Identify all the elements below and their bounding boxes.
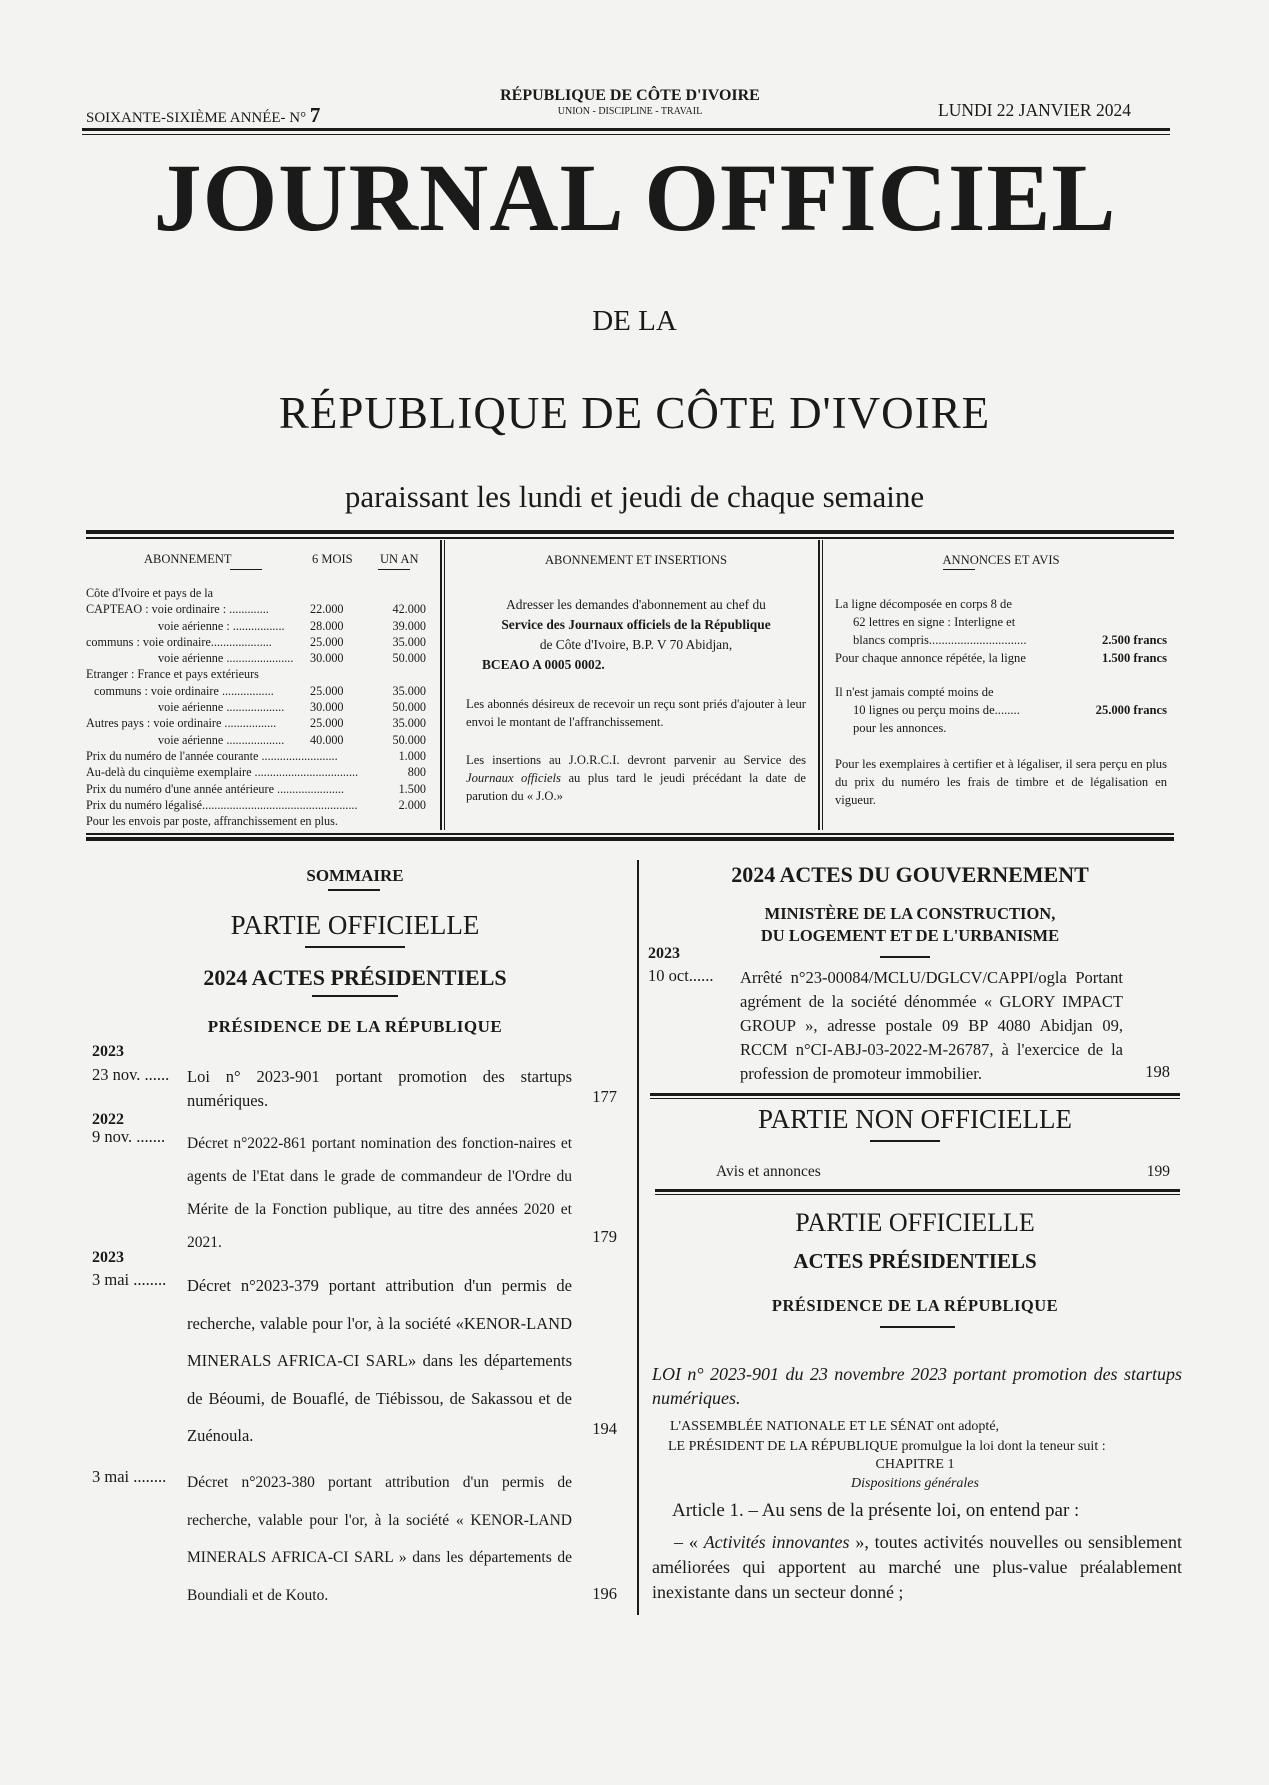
subscription-row-label: voie aérienne ................... (158, 700, 285, 715)
annonces-heading-underline (943, 569, 975, 570)
subscription-row (86, 683, 426, 699)
subscription-row (86, 618, 426, 634)
subscription-row-6mois: 28.000 (310, 618, 344, 633)
partie-underline (305, 946, 405, 948)
actes-underline (312, 995, 398, 997)
col-6mois: 6 MOIS (312, 552, 353, 566)
entry-4-text: Décret n°2023-380 portant attribution d'un permis de recherche, valable pour l'or, à la société « KENOR-LAND MINERALS AFRICA-CI SARL » dans les départements de Boundiali et de Kouto. (187, 1474, 572, 1604)
col-6mois-underline (230, 569, 262, 570)
box-divider-1b (444, 540, 445, 830)
annonces-price-1: 2.500 francs (1101, 633, 1167, 647)
subscription-row-label: Autres pays : voie ordinaire ................. (86, 716, 277, 731)
masthead-de-la: DE LA (592, 305, 677, 337)
ministere-line-2: DU LOGEMENT ET DE L'URBANISME (760, 926, 1060, 945)
sommaire-underline (328, 889, 380, 891)
annonces-heading: ANNONCES ET AVIS (942, 553, 1060, 567)
year-2023-b: 2023 (92, 1249, 124, 1266)
col-unan-underline (378, 569, 410, 570)
header-rule-top (82, 128, 1170, 131)
insertions-p1b: Service des Journaux officiels de la République (501, 617, 771, 632)
annonces-l6: 10 lignes ou perçu moins de........ (853, 703, 1020, 717)
subscription-price-label: Prix du numéro légalisé................................................... (86, 797, 358, 812)
box-divider-2b (822, 540, 823, 830)
sommaire-entry-1 (92, 1065, 627, 1125)
loi-chapitre: CHAPITRE 1 (875, 1457, 955, 1472)
box-rule-bottom (86, 837, 1174, 841)
subscription-price-row (86, 764, 426, 780)
nonoff-rule-top-thin (650, 1098, 1180, 1099)
subscription-row-unan: 50.000 (392, 651, 426, 666)
gouv-year: 2023 (648, 945, 680, 962)
entry-1-date: 23 nov. ...... (92, 1065, 170, 1084)
subscription-price-row (86, 748, 426, 764)
ministere-line-1: MINISTÈRE DE LA CONSTRUCTION, (764, 904, 1056, 923)
gouv-entry-date: 10 oct...... (648, 966, 714, 985)
gouvernement-ministere (650, 903, 1170, 947)
loi-article-1: Article 1. – Au sens de la présente loi, on entend par : (672, 1500, 1080, 1521)
annonces-l1: La ligne décomposée en corps 8 de (835, 597, 1012, 611)
insertions-heading: ABONNEMENT ET INSERTIONS (544, 553, 728, 567)
gouvernement-title: 2024 ACTES DU GOUVERNEMENT (731, 862, 1089, 887)
subscription-row-6mois: 22.000 (310, 602, 344, 617)
annonces-price-3: 25.000 francs (1095, 703, 1167, 717)
partie-non-officielle-title: PARTIE NON OFFICIELLE (758, 1104, 1072, 1134)
subscription-row-unan: 42.000 (392, 602, 426, 617)
loi-title-text: LOI n° 2023-901 du 23 novembre 2023 portant promotion des startups numériques. (652, 1364, 1182, 1408)
entry-1-text: Loi n° 2023-901 portant promotion des startups numériques. (187, 1067, 572, 1110)
subscription-row-label: voie aérienne ................... (158, 732, 285, 747)
subscription-row-6mois (310, 585, 354, 601)
actes-presidentiels-2: ACTES PRÉSIDENTIELS (793, 1249, 1037, 1273)
insertions-column (466, 551, 806, 819)
sommaire-presidence: PRÉSIDENCE DE LA RÉPUBLIQUE (207, 1017, 503, 1036)
subscription-row-label: voie aérienne : ................. (158, 618, 285, 633)
entry-2-date: 9 nov. ....... (92, 1127, 166, 1146)
subscription-price-value: 2.000 (398, 797, 426, 812)
subscription-row-6mois: 25.000 (310, 683, 344, 698)
gouvernement-entry (648, 966, 1178, 1090)
publication-frequency: paraissant les lundi et jeudi de chaque semaine (344, 479, 925, 514)
subscription-row-label: communs : voie ordinaire ................. (94, 683, 274, 698)
sommaire-partie-officielle: PARTIE OFFICIELLE (230, 910, 480, 940)
subscription-row (86, 732, 426, 748)
subscription-row-6mois: 30.000 (310, 700, 344, 715)
presidence-2-underline (880, 1326, 955, 1328)
subscription-row-label: communs : voie ordinaire.................... (86, 634, 272, 649)
annonces-l2: 62 lettres en signe : Interligne et (853, 615, 1016, 629)
ministere-underline (880, 956, 930, 958)
gouv-entry-page: 198 (1145, 1062, 1170, 1081)
subscription-row-label: CAPTEAO : voie ordinaire : ............. (86, 602, 269, 617)
year-2022: 2022 (92, 1111, 124, 1128)
annonces-l5: Il n'est jamais compté moins de (835, 685, 994, 699)
loi-definition: – « Activités innovantes », toutes activités nouvelles ou sensiblement améliorées qui apportent au marché une plus-value préalablement inexistante dans un secteur donné ; (652, 1532, 1182, 1602)
annonces-l8: Pour les exemplaires à certifier et à légaliser, il sera perçu en plus du prix du numéro les frais de timbre et de légalisation en vigueur. (835, 757, 1167, 807)
subscription-price-value: 800 (407, 765, 426, 780)
subscription-row-unan (380, 585, 426, 601)
subscription-row-label: voie aérienne ...................... (158, 651, 294, 666)
partie-officielle-2: PARTIE OFFICIELLE (795, 1208, 1035, 1237)
box-rule-bottom-thin (86, 833, 1174, 835)
insertions-p1a: Adresser les demandes d'abonnement au chef du (506, 597, 766, 612)
masthead-country: RÉPUBLIQUE DE CÔTE D'IVOIRE (278, 388, 991, 438)
subscription-heading: ABONNEMENT (144, 552, 232, 566)
subscription-row-6mois: 25.000 (310, 716, 344, 731)
nonoff-rule-bottom-thin (655, 1194, 1180, 1195)
entry-3-date: 3 mai ........ (92, 1270, 167, 1289)
insertions-p1d: BCEAO A 0005 0002. (482, 657, 605, 672)
subscription-row (86, 634, 426, 650)
subscription-row (86, 715, 426, 731)
nonoff-rule-top (650, 1093, 1180, 1096)
entry-2-text: Décret n°2022-861 portant nomination des fonction-naires et agents de l'Etat dans le grade de commandeur de l'Ordre du Mérite de la Fonction publique, au titre des années 2020 et 2021. (187, 1135, 572, 1251)
entry-4-page: 196 (592, 1584, 617, 1603)
loi-dispositions: Dispositions générales (851, 1476, 979, 1491)
entry-2-page: 179 (592, 1227, 617, 1246)
loi-preamble: L'ASSEMBLÉE NATIONALE ET LE SÉNAT ont adopté, LE PRÉSIDENT DE LA RÉPUBLIQUE promulgue la loi dont la teneur suit : (668, 1419, 1106, 1454)
header-rule-thin (82, 134, 1170, 135)
subscription-row-unan: 35.000 (392, 683, 426, 698)
year-2023-a: 2023 (92, 1043, 124, 1060)
subscription-price-label: Prix du numéro d'une année antérieure ...................... (86, 781, 345, 796)
header-republic: RÉPUBLIQUE DE CÔTE D'IVOIRE UNION - DISCIPLINE - TRAVAIL (500, 87, 760, 117)
subscription-row-unan: 39.000 (392, 618, 426, 633)
subscription-table (86, 551, 426, 829)
subscription-price-label: Au-delà du cinquième exemplaire .................................. (86, 765, 359, 780)
nonoff-underline (870, 1140, 940, 1142)
presidence-2: PRÉSIDENCE DE LA RÉPUBLIQUE (771, 1296, 1059, 1315)
subscription-row (86, 585, 426, 601)
sommaire-title: SOMMAIRE (306, 866, 404, 885)
subscription-row-label: Etranger : France et pays extérieurs (86, 667, 259, 682)
subscription-row (86, 650, 426, 666)
entry-1-page: 177 (592, 1087, 617, 1106)
insertions-p2: Les abonnés désireux de recevoir un reçu sont priés d'ajouter à leur envoi le montant de l'affranchissement. (466, 697, 806, 729)
annonces-l7: pour les annonces. (853, 721, 947, 735)
issue-date: LUNDI 22 JANVIER 2024 (938, 100, 1131, 120)
sommaire-entry-2 (92, 1127, 627, 1257)
sommaire-entry-4 (92, 1464, 627, 1614)
subscription-row-label: Côte d'Ivoire et pays de la (86, 586, 214, 600)
subscription-row-unan: 35.000 (392, 634, 426, 649)
subscription-row (86, 666, 426, 682)
annonces-l3: blancs compris............................... (853, 633, 1027, 647)
sommaire-entry-3 (92, 1267, 627, 1445)
subscription-row-6mois: 40.000 (310, 732, 344, 747)
subscription-row-unan: 35.000 (392, 716, 426, 731)
box-rule-top-thin (86, 537, 1174, 539)
annonces-column (835, 551, 1167, 809)
subscription-row-unan: 50.000 (392, 700, 426, 715)
subscription-row-unan: 50.000 (392, 732, 426, 747)
subscription-price-row (86, 797, 426, 813)
subscription-row-6mois: 30.000 (310, 651, 344, 666)
sommaire-actes-presidentiels: 2024 ACTES PRÉSIDENTIELS (203, 965, 507, 990)
issue-number-label: SOIXANTE-SIXIÈME ANNÉE- N° 7 (86, 103, 321, 127)
box-divider-1 (440, 540, 442, 830)
subscription-price-row (86, 781, 426, 797)
entry-4-date: 3 mai ........ (92, 1467, 167, 1486)
subscription-price-value: 1.500 (398, 781, 426, 796)
subscription-note: Pour les envois par poste, affranchissement en plus. (86, 814, 338, 829)
loi-title (652, 1362, 1182, 1410)
masthead-title: JOURNAL OFFICIEL (153, 144, 1117, 251)
subscription-row (86, 699, 426, 715)
avis-annonces-page: 199 (1146, 1163, 1170, 1180)
subscription-row-6mois: 25.000 (310, 634, 344, 649)
subscription-row-unan (380, 666, 426, 682)
annonces-price-2: 1.500 francs (1101, 651, 1167, 665)
insertions-p1c: de Côte d'Ivoire, B.P. V 70 Abidjan, (539, 637, 733, 652)
column-divider (637, 860, 639, 1615)
box-divider-2 (818, 540, 820, 830)
col-unan: UN AN (380, 552, 419, 566)
box-rule-top (86, 530, 1174, 534)
insertions-p3: Les insertions au J.O.R.C.I. devront parvenir au Service des Journaux officiels au plus tard le jeudi précédant la date de parution du « J.O.» (466, 753, 806, 803)
subscription-price-value: 1.000 (398, 748, 426, 763)
entry-3-page: 194 (592, 1419, 617, 1438)
nonoff-rule-bottom (655, 1189, 1180, 1192)
annonces-l4: Pour chaque annonce répétée, la ligne (835, 651, 1026, 665)
subscription-row (86, 601, 426, 617)
subscription-row-6mois (310, 666, 354, 682)
avis-annonces-label: Avis et annonces (716, 1163, 821, 1180)
entry-3-text: Décret n°2023-379 portant attribution d'un permis de recherche, valable pour l'or, à la société «KENOR-LAND MINERALS AFRICA-CI SARL» dans les départements de Béoumi, de Bouaflé, de Tiébissou, de Sakassou et de Zuénoula. (187, 1276, 572, 1445)
gouv-entry-text: Arrêté n°23-00084/MCLU/DGLCV/CAPPI/ogla Portant agrément de la société dénommée « GLORY IMPACT GROUP », adresse postale 09 BP 4080 Abidjan 09, RCCM n°CI-ABJ-03-2022-M-26787, à l'exercice de la profession de promoteur immobilier. (740, 968, 1123, 1083)
subscription-price-label: Prix du numéro de l'année courante ......................... (86, 748, 338, 763)
